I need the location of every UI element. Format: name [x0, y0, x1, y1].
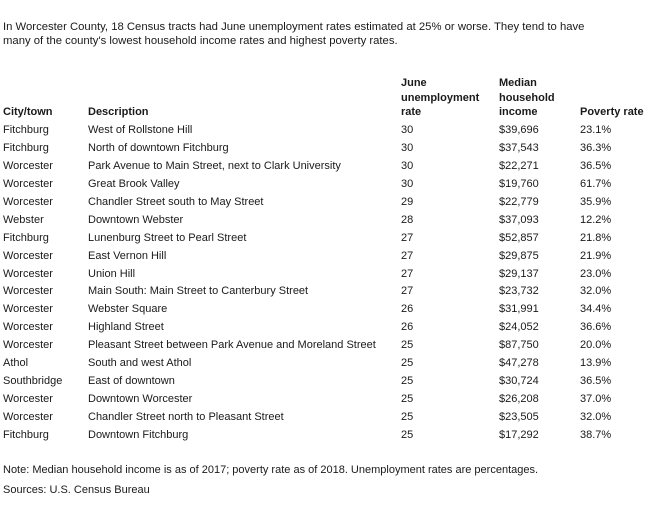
cell-description: Downtown Webster: [88, 213, 184, 226]
cell-city: Webster: [3, 213, 44, 226]
cell-description: Downtown Fitchburg: [88, 428, 189, 441]
cell-unemployment: 25: [401, 392, 414, 405]
cell-income: $17,292: [499, 428, 539, 441]
table-row: [3, 390, 649, 408]
cell-poverty: 35.9%: [580, 196, 612, 208]
cell-description: Main South: Main Street to Canterbury Street: [88, 285, 309, 298]
header-income-line-2: household: [499, 91, 555, 104]
table-row: [3, 372, 649, 390]
cell-unemployment: 28: [401, 213, 414, 226]
cell-unemployment: 25: [401, 339, 414, 352]
cell-description: West of Rollstone Hill: [88, 124, 193, 137]
cell-description: Downtown Worcester: [88, 392, 193, 405]
cell-city: Worcester: [3, 392, 53, 405]
cell-city: Worcester: [3, 410, 53, 423]
cell-poverty: 21.8%: [580, 231, 612, 244]
cell-description: North of downtown Fitchburg: [88, 142, 229, 155]
cell-description: East of downtown: [88, 374, 175, 387]
cell-city: Worcester: [3, 196, 53, 208]
cell-income: $52,857: [499, 231, 539, 244]
cell-poverty: 36.6%: [580, 321, 612, 334]
table-row: [3, 229, 649, 247]
cell-income: $24,052: [499, 321, 539, 334]
header-row: [3, 76, 649, 122]
source-line: Sources: U.S. Census Bureau: [3, 484, 150, 496]
header-description: Description: [88, 106, 149, 118]
cell-city: Worcester: [3, 285, 53, 298]
cell-description: Great Brook Valley: [88, 178, 180, 191]
cell-poverty: 36.3%: [580, 142, 612, 155]
cell-income: $37,093: [499, 213, 539, 226]
intro-line-2: many of the county's lowest household income rates and highest poverty rates.: [3, 35, 398, 47]
cell-unemployment: 27: [401, 231, 414, 244]
cell-poverty: 36.5%: [580, 374, 612, 387]
cell-income: $23,505: [499, 410, 539, 423]
cell-city: Worcester: [3, 303, 53, 316]
cell-description: Lunenburg Street to Pearl Street: [88, 231, 247, 244]
table-row: [3, 139, 649, 157]
cell-income: $31,991: [499, 303, 539, 316]
cell-city: Worcester: [3, 178, 53, 191]
table-row: [3, 175, 649, 193]
cell-poverty: 20.0%: [580, 339, 612, 352]
cell-poverty: 38.7%: [580, 428, 612, 441]
cell-unemployment: 30: [401, 160, 414, 173]
unemployment-table: [3, 76, 649, 444]
table-row: [3, 211, 649, 229]
header-income-line-1: Median: [499, 77, 537, 89]
intro-line-1: In Worcester County, 18 Census tracts had June unemployment rates estimated at 25% or worse. They tend to have: [3, 21, 585, 33]
cell-poverty: 32.0%: [580, 285, 612, 298]
cell-income: $47,278: [499, 357, 539, 370]
header-city: City/town: [3, 106, 53, 118]
cell-description: Chandler Street south to May Street: [88, 196, 264, 208]
header-unemployment-line-3: rate: [401, 106, 422, 118]
cell-poverty: 37.0%: [580, 392, 612, 405]
cell-poverty: 23.1%: [580, 124, 612, 137]
table-row: [3, 318, 649, 336]
cell-poverty: 23.0%: [580, 267, 612, 280]
cell-unemployment: 29: [401, 196, 414, 208]
header-unemployment-line-1: June: [401, 77, 427, 89]
cell-city: Worcester: [3, 339, 53, 352]
cell-city: Athol: [3, 357, 29, 370]
cell-poverty: 61.7%: [580, 178, 612, 191]
cell-city: Fitchburg: [3, 428, 49, 441]
cell-description: Webster Square: [88, 303, 168, 316]
cell-income: $37,543: [499, 142, 539, 155]
cell-description: Highland Street: [88, 321, 164, 334]
table-row: [3, 336, 649, 354]
cell-unemployment: 27: [401, 249, 414, 262]
cell-income: $23,732: [499, 285, 539, 298]
header-unemployment-line-2: unemployment: [401, 91, 480, 104]
cell-income: $22,271: [499, 160, 539, 173]
cell-unemployment: 27: [401, 267, 414, 280]
cell-unemployment: 30: [401, 142, 414, 155]
cell-city: Worcester: [3, 321, 53, 334]
cell-income: $87,750: [499, 339, 539, 352]
table-row: [3, 265, 649, 283]
cell-unemployment: 25: [401, 410, 414, 423]
table-row: [3, 122, 649, 140]
header-income-line-3: income: [499, 106, 538, 118]
cell-unemployment: 25: [401, 428, 414, 441]
header-income: [499, 76, 580, 122]
cell-unemployment: 26: [401, 303, 414, 316]
table-row: [3, 193, 649, 211]
table-row: [3, 247, 649, 265]
cell-income: $29,137: [499, 267, 539, 280]
cell-description: Pleasant Street between Park Avenue and Moreland Street: [88, 339, 376, 352]
table-row: [3, 408, 649, 426]
cell-poverty: 12.2%: [580, 213, 612, 226]
cell-city: Fitchburg: [3, 142, 49, 155]
cell-poverty: 32.0%: [580, 410, 612, 423]
cell-unemployment: 25: [401, 374, 414, 387]
cell-income: $29,875: [499, 249, 539, 262]
cell-city: Fitchburg: [3, 124, 49, 137]
cell-poverty: 34.4%: [580, 303, 612, 316]
header-poverty: Poverty rate: [580, 106, 644, 118]
footnote: Note: Median household income is as of 2017; poverty rate as of 2018. Unemployment rates are percentages.: [3, 464, 539, 476]
cell-poverty: 36.5%: [580, 160, 612, 173]
cell-income: $26,208: [499, 392, 539, 405]
cell-income: $19,760: [499, 178, 539, 191]
cell-unemployment: 27: [401, 285, 414, 298]
cell-description: South and west Athol: [88, 357, 192, 370]
cell-city: Southbridge: [3, 374, 63, 387]
cell-city: Worcester: [3, 267, 53, 280]
cell-description: Union Hill: [88, 267, 136, 280]
cell-city: Worcester: [3, 249, 53, 262]
table-row: [3, 426, 649, 444]
header-unemployment: [401, 76, 499, 122]
cell-unemployment: 26: [401, 321, 414, 334]
table-row: [3, 300, 649, 318]
table-row: [3, 157, 649, 175]
cell-poverty: 13.9%: [580, 357, 612, 370]
cell-unemployment: 25: [401, 357, 414, 370]
cell-description: Park Avenue to Main Street, next to Clark University: [88, 160, 341, 173]
table-row: [3, 283, 649, 301]
cell-unemployment: 30: [401, 178, 414, 191]
cell-description: Chandler Street north to Pleasant Street: [88, 410, 284, 423]
cell-unemployment: 30: [401, 124, 414, 137]
cell-income: $30,724: [499, 374, 539, 387]
cell-description: East Vernon Hill: [88, 249, 167, 262]
cell-income: $39,696: [499, 124, 539, 137]
cell-city: Worcester: [3, 160, 53, 173]
intro-text: [3, 20, 643, 48]
cell-city: Fitchburg: [3, 231, 49, 244]
cell-income: $22,779: [499, 196, 539, 208]
cell-poverty: 21.9%: [580, 249, 612, 262]
table-body: [3, 122, 649, 444]
table-row: [3, 354, 649, 372]
